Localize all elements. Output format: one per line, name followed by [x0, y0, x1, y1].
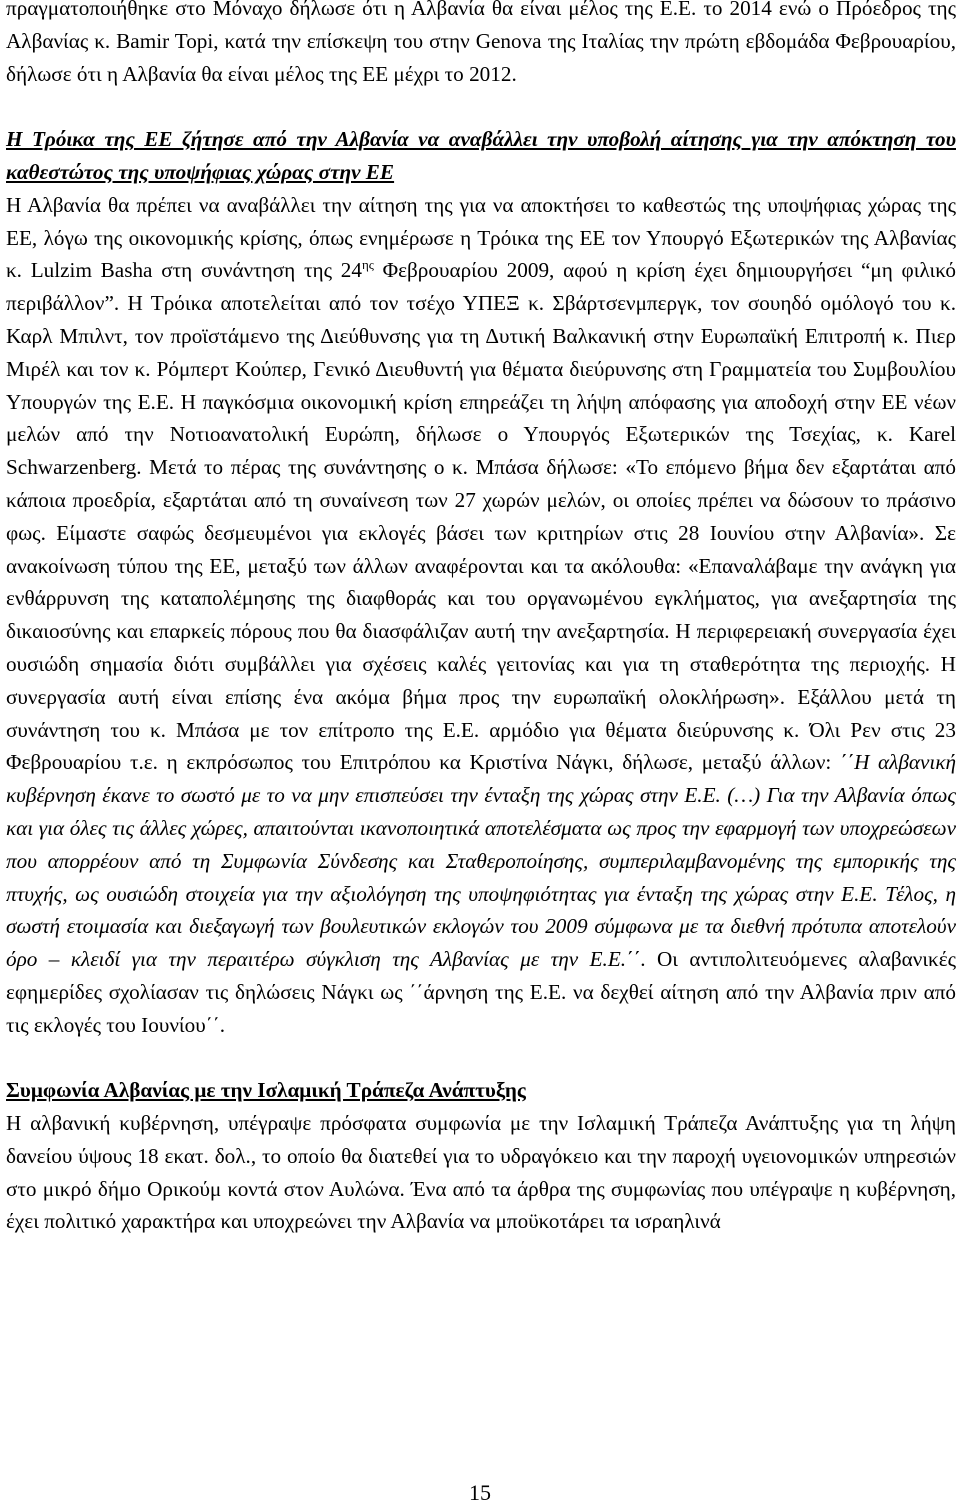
intro-paragraph: πραγματοποιήθηκε στο Μόναχο δήλωσε ότι η Αλβανία θα είναι μέλος της Ε.Ε. το 2014 ενώ ο Πρόεδρος της Αλβανίας κ. Bamir Topi, κατά την επίσκεψη του στην Genova της Ιταλίας την πρώτη εβδομάδα Φεβρουαρίου, δήλωσε ότι η Αλβανία θα είναι μέλος της ΕΕ μέχρι το 2012. — [6, 0, 956, 86]
quoted-statement: ΄΄Η αλβανική κυβέρνηση έκανε το σωστό με το να μην επισπεύσει την ένταξη της χώρας στην Ε.Ε. (…) Για την Αλβανία όπως και για όλες τις άλλες χώρες, απαιτούνται ικανοποιητικά αποτελέσματα ως προς την εφαρμογή των υποχρεώσεων που απορρέουν από τη Συμφωνία Σύνδεσης και Σταθεροποίησης, συμπεριλαμβανομένης της εμπορικής της πτυχής, ως ουσιώδη στοιχεία για την αξιολόγηση της υποψηφιότητας για ένταξη της χώρας στην Ε.Ε. Τέλος, η σωστή ετοιμασία και διεξαγωγή των βουλευτικών εκλογών του 2009 σύμφωνα με τα διεθνή πρότυπα αποτελούν όρο – κλειδί για την περαιτέρω σύγκλιση της Αλβανίας με την Ε.Ε.΄΄ — [6, 750, 956, 972]
ordinal-superscript: ης — [361, 257, 374, 273]
page-number: 15 — [469, 1480, 491, 1505]
page-text-body — [6, 0, 956, 1238]
paragraph-text: Φεβρουαρίου 2009, αφού η κρίση έχει δημιουργήσει “μη φιλικό περιβάλλον”. Η Τρόικα αποτελείται από τον τσέχο ΥΠΕΞ κ. Σβάρτσενμπεργκ, τον σουηδό ομόλογό του κ. Καρλ Μπιλντ, τον προϊστάμενο της Διεύθυνσης για τη Δυτική Βαλκανική στην Ευρωπαϊκή Επιτροπή κ. Πιερ Μιρέλ και τον κ. Ρόμπερτ Κούπερ, Γενικό Διευθυντή για θέματα διεύρυνσης στη Γραμματεία του Συμβουλίου Υπουργών της Ε.Ε. Η παγκόσμια οικονομική κρίση επηρεάζει τη λήψη απόφασης για αποδοχή στην ΕΕ νέων μελών από την Νοτιοανατολική Ευρώπη, δήλωσε ο Υπουργός Εξωτερικών της Τσεχίας, κ. Karel Schwarzenberg. Μετά το πέρας της συνάντησης ο κ. Μπάσα δήλωσε: «Το επόμενο βήμα δεν εξαρτάται από κάποια προεδρία, εξαρτάται από τη συναίνεση των 27 χωρών μελών, οι οποίες πρέπει να δώσουν το πράσινο φως. Είμαστε σαφώς δεσμευμένοι για εκλογές βάσει των κριτηρίων στις 28 Ιουνίου στην Αλβανία». Σε ανακοίνωση τύπου της ΕΕ, μεταξύ των άλλων αναφέρονται και τα ακόλουθα: «Επαναλάβαμε την ανάγκη για ενθάρρυνση της καταπολέμησης της διαφθοράς και του οργανωμένου εγκλήματος, για ανεξαρτησία της δικαιοσύνης και επαρκείς πόρους που θα διασφάλιζαν αυτή την ανεξαρτησία. Η περιφερειακή συνεργασία έχει ουσιώδη σημασία διότι συμβάλλει για σχέσεις καλές γειτονίας και για τη σταθερότητα της περιοχής. Η συνεργασία αυτή είναι επίσης ένα ακόμα βήμα προς την ευρωπαϊκή ολοκλήρωση». Εξάλλου μετά τη συνάντηση του κ. Μπάσα με τον επίτροπο της Ε.Ε. αρμόδιο για θέματα διεύρυνσης κ. Όλι Ρεν στις 23 Φεβρουαρίου τ.ε. η εκπρόσωπος του Επιτρόπου κα Κριστίνα Νάγκι, δήλωσε, μεταξύ άλλων: — [6, 258, 957, 775]
section-heading-troika: Η Τρόικα της ΕΕ ζήτησε από την Αλβανία να αναβάλλει την υποβολή αίτησης για την απόκτηση του καθεστώτος της υποψήφιας χώρας στην ΕΕ — [6, 127, 956, 184]
paragraph-text: . Οι αντιπολιτευόμενες αλαβανικές εφημερίδες σχολίασαν τις δηλώσεις Νάγκι ως ΄΄άρνηση της Ε.Ε. να δεχθεί αίτηση από την Αλβανία πριν από τις εκλογές του Ιουνίου΄΄. — [6, 947, 956, 1037]
section-paragraph-islamic-bank: Η αλβανική κυβέρνηση, υπέγραψε πρόσφατα συμφωνία με την Ισλαμική Τράπεζα Ανάπτυξης για τη λήψη δανείου ύψους 18 εκατ. δολ., το οποίο θα διατεθεί για το υδραγόκειο και την παροχή υγειονομικών υπηρεσιών στο μικρό δήμο Ορικούμ κοντά στον Αυλώνα. Ένα από τα άρθρα της συμφωνίας που υπέγραψε η κυβέρνηση, έχει πολιτικό χαρακτήρα και υποχρεώνει την Αλβανία να μποϋκοτάρει τα ισραηλινά — [6, 1111, 956, 1234]
paragraph-text: Η Αλβανία θα πρέπει να αναβάλλει την αίτηση της για να αποκτήσει το καθεστώς της υποψήφιας χώρας της ΕΕ, λόγω της οικονομικής κρίσης, όπως ενημέρωσε η Τρόικα της ΕΕ τον Υπουργό Εξωτερικών της Αλβανίας κ. Lulzim Basha στη συνάντηση της 24 — [6, 192, 956, 283]
section-heading-islamic-bank: Συμφωνία Αλβανίας με την Ισλαμική Τράπεζα Ανάπτυξης — [6, 1078, 526, 1103]
section-paragraph-troika — [6, 189, 956, 1042]
